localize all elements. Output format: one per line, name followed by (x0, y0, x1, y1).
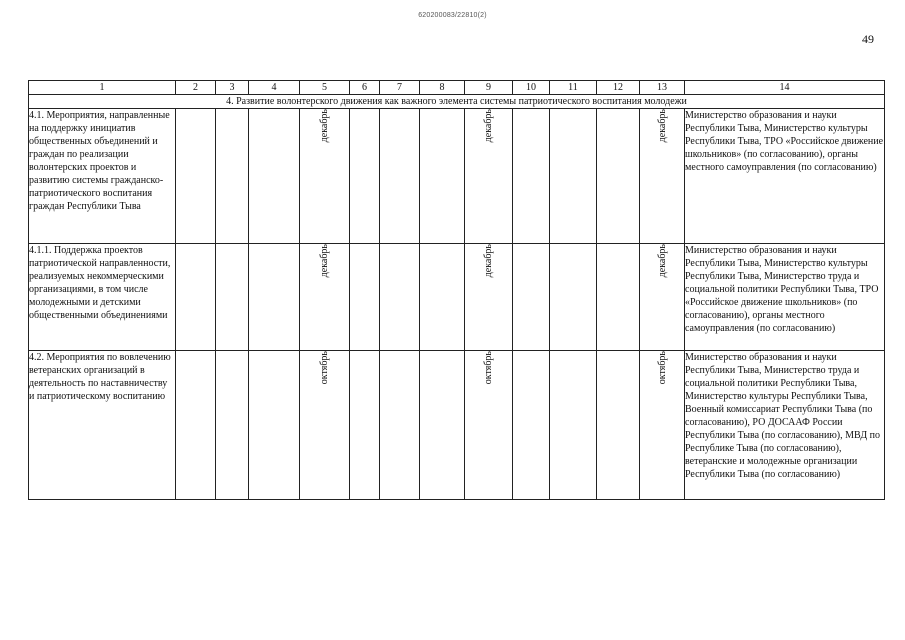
section-title: 4. Развитие волонтерского движения как важного элемента системы патриотического воспитания молодежи (29, 95, 885, 109)
empty-cell (176, 109, 216, 244)
column-number: 4 (249, 81, 300, 95)
deadline-text: декабрь (483, 244, 494, 278)
empty-cell (513, 109, 550, 244)
empty-cell (176, 244, 216, 351)
table-row (29, 109, 885, 244)
empty-cell (597, 109, 640, 244)
empty-cell (550, 244, 597, 351)
empty-cell (216, 109, 249, 244)
deadline-text: октябрь (319, 351, 330, 385)
column-number: 14 (685, 81, 885, 95)
deadline-cell (640, 109, 685, 244)
column-number: 13 (640, 81, 685, 95)
deadline-cell (300, 109, 350, 244)
column-number: 9 (465, 81, 513, 95)
deadline-text: декабрь (656, 244, 668, 278)
document-id: 620200083/22810(2) (418, 12, 487, 19)
table-row (29, 244, 885, 351)
column-number: 5 (300, 81, 350, 95)
empty-cell (380, 109, 420, 244)
activity-cell: 4.1.1. Поддержка проектов патриотической направленности, реализуемых некоммерческими организациями, в том числе молодежными и детскими общественными объединениями (29, 244, 176, 351)
executors-cell: Министерство образования и науки Республики Тыва, Министерство труда и социальной политики Республики Тыва, Министерство культуры Республики Тыва, Военный комиссариат Республики Тыва (по согласованию), РО ДОСААФ России Республики Тыва (по согласованию), МВД по Республике Тыва (по согласованию), ветеранские и молодежные организации Республики Тыва (по согласованию) (685, 351, 885, 500)
deadline-text: декабрь (483, 109, 494, 143)
empty-cell (420, 244, 465, 351)
column-number: 2 (176, 81, 216, 95)
activity-cell: 4.1. Мероприятия, направленные на поддержку инициатив общественных объединений и граждан по реализации волонтерских проектов и развитию системы гражданско-патриотического воспитания граждан Республики Тыва (29, 109, 176, 244)
empty-cell (350, 109, 380, 244)
column-number: 8 (420, 81, 465, 95)
deadline-cell (640, 244, 685, 351)
column-number: 7 (380, 81, 420, 95)
empty-cell (380, 244, 420, 351)
empty-cell (420, 351, 465, 500)
empty-cell (249, 351, 300, 500)
empty-cell (380, 351, 420, 500)
empty-cell (513, 244, 550, 351)
plan-table (28, 80, 885, 500)
activity-cell: 4.2. Мероприятия по вовлечению ветеранских организаций в деятельность по наставничеству и патриотическому воспитанию (29, 351, 176, 500)
deadline-cell (300, 244, 350, 351)
table-row (29, 351, 885, 500)
empty-cell (550, 109, 597, 244)
column-number: 12 (597, 81, 640, 95)
empty-cell (513, 351, 550, 500)
empty-cell (350, 351, 380, 500)
column-number: 10 (513, 81, 550, 95)
empty-cell (597, 244, 640, 351)
deadline-text: декабрь (656, 109, 668, 143)
deadline-text: октябрь (656, 351, 668, 385)
executors-cell: Министерство образования и науки Республики Тыва, Министерство культуры Республики Тыва, ТРО «Российское движение школьников» (по согласованию), органы местного самоуправления (по согласованию) (685, 109, 885, 244)
column-number: 6 (350, 81, 380, 95)
executors-cell: Министерство образования и науки Республики Тыва, Министерство культуры Республики Тыва, Министерство труда и социальной политики Республики Тыва, ТРО «Российское движение школьников» (по согласованию), органы местного самоуправления (по согласованию) (685, 244, 885, 351)
empty-cell (597, 351, 640, 500)
deadline-cell (465, 244, 513, 351)
column-number: 3 (216, 81, 249, 95)
deadline-cell (300, 351, 350, 500)
section-row (29, 95, 885, 109)
column-number: 1 (29, 81, 176, 95)
deadline-cell (640, 351, 685, 500)
column-numbers-row (29, 81, 885, 95)
empty-cell (249, 109, 300, 244)
deadline-text: декабрь (319, 109, 330, 143)
empty-cell (216, 244, 249, 351)
empty-cell (550, 351, 597, 500)
column-number: 11 (550, 81, 597, 95)
empty-cell (216, 351, 249, 500)
deadline-cell (465, 351, 513, 500)
empty-cell (350, 244, 380, 351)
empty-cell (420, 109, 465, 244)
deadline-text: октябрь (483, 351, 494, 385)
empty-cell (176, 351, 216, 500)
deadline-text: декабрь (319, 244, 330, 278)
page-number: 49 (862, 32, 874, 46)
empty-cell (249, 244, 300, 351)
deadline-cell (465, 109, 513, 244)
